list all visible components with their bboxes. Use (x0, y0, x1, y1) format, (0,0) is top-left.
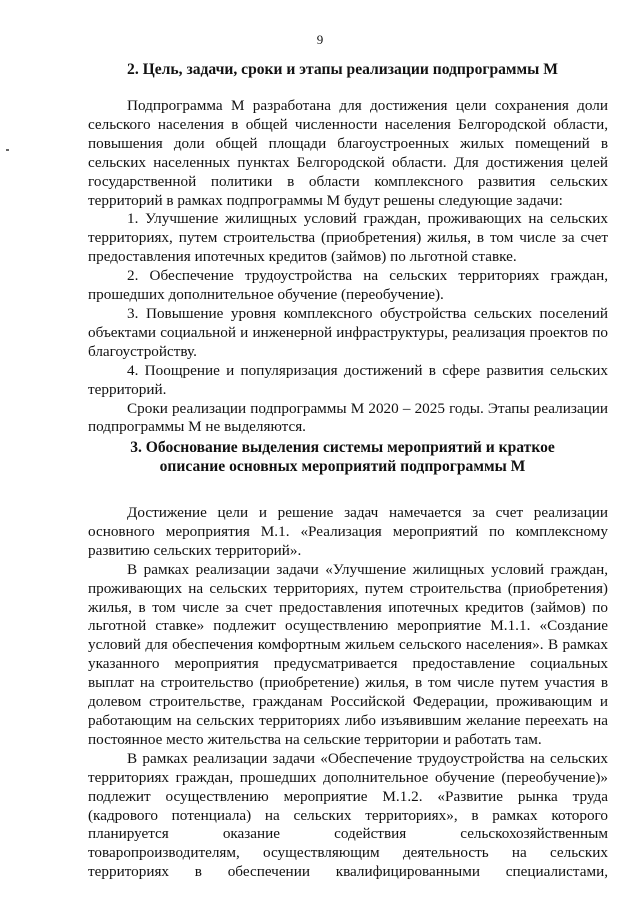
section-3-heading (70, 438, 615, 476)
task-item-3: 3. Повышение уровня комплексного обустройства сельских поселений объектами социальной и инженерной инфраструктуры, реализация проектов по благоустройству. (88, 304, 608, 360)
task-item-2: 2. Обеспечение трудоустройства на сельских территориях граждан, прошедших дополнительное обучение (переобучение). (88, 267, 608, 304)
section-2-heading: 2. Цель, задачи, сроки и этапы реализации подпрограммы М (127, 61, 558, 78)
section-2-intro: Подпрограмма М разработана для достижения цели сохранения доли сельского населения в общей численности населения Белгородской области, повышения доли общей площади благоустроенных жилых помещений в сельских населенных пунктах Белгородской области. Для достижения целей государственной политики в области комплексного развития сельских территорий в рамках подпрограммы М будут решены следующие задачи: (88, 97, 608, 209)
section-2-body (88, 97, 608, 437)
section-3-paragraph-2: В рамках реализации задачи «Улучшение жилищных условий граждан, проживающих на сельских территориях, путем строительства (приобретения) жилья, в том числе за счет предоставления ипотечных кредитов (займов) по льготной ставке» подлежит осуществлению мероприятие М.1.1. «Создание условий для обеспечения комфортным жильем сельского населения». В рамках указанного мероприятия предусматривается предоставление социальных выплат на строительство (приобретение) жилья, в том числе путем участия в долевом строительстве, гражданам Российской Федерации, проживающим и работающим на сельских территориях либо изъявившим желание переехать на постоянное место жительства на сельские территории и работать там. (88, 560, 608, 748)
task-item-4: 4. Поощрение и популяризация достижений в сфере развития сельских территорий. (88, 361, 608, 398)
task-item-1: 1. Улучшение жилищных условий граждан, проживающих на сельских территориях, путем строительства (приобретения) жилья, в том числе за счет предоставления ипотечных кредитов (займов) по льготной ставке. (88, 210, 608, 266)
section-3-heading-line-1: 3. Обоснование выделения системы мероприятий и краткое (130, 439, 555, 456)
section-2-terms: Сроки реализации подпрограммы М 2020 – 2025 годы. Этапы реализации подпрограммы М не выделяются. (88, 399, 608, 436)
section-3-paragraph-1: Достижение цели и решение задач намечается за счет реализации основного мероприятия М.1. «Реализация мероприятий по комплексному развитию сельских территорий». (88, 504, 608, 559)
page-number: 9 (316, 32, 324, 47)
section-3-body (88, 504, 608, 882)
margin-mark (6, 149, 9, 151)
section-3-heading-line-2: описание основных мероприятий подпрограммы М (159, 458, 526, 475)
section-3-paragraph-3: В рамках реализации задачи «Обеспечение трудоустройства на сельских территориях граждан, прошедших дополнительное обучение (переобучение)» подлежит осуществлению мероприятие М.1.2. «Развитие рынка труда (кадрового потенциала) на сельских территориях», в рамках которого планируется оказание содействия сельскохозяйственным товаропроизводителям, осуществляющим деятельность на сельских территориях в обеспечении квалифицированными специалистами, (88, 749, 608, 881)
